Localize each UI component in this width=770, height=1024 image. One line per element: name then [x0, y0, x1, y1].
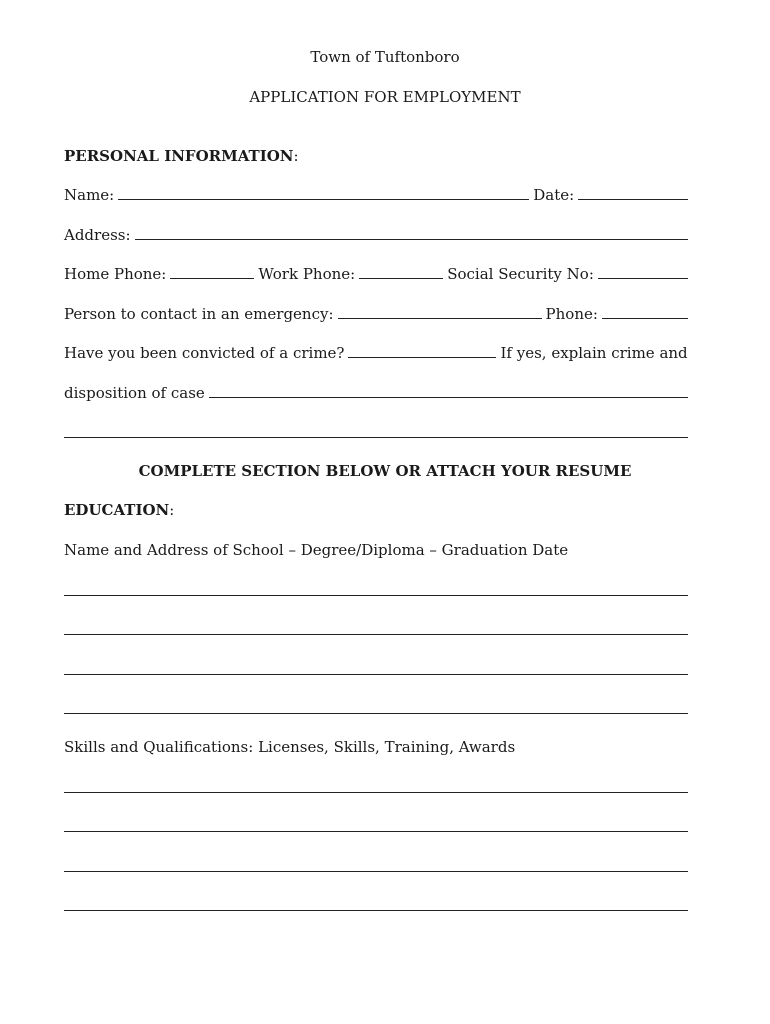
- home-phone-field[interactable]: [170, 277, 254, 279]
- education-line[interactable]: [64, 634, 688, 635]
- form-title: APPLICATION FOR EMPLOYMENT: [249, 88, 521, 106]
- education-line[interactable]: [64, 713, 688, 714]
- personal-info-heading-text: PERSONAL INFORMATION: [64, 147, 294, 165]
- skills-line[interactable]: [64, 792, 688, 793]
- education-line[interactable]: [64, 674, 688, 675]
- emergency-contact-label: Person to contact in an emergency:: [64, 305, 334, 323]
- ssn-label: Social Security No:: [447, 265, 594, 283]
- emergency-phone-label: Phone:: [545, 305, 598, 323]
- skills-line[interactable]: [64, 871, 688, 872]
- emergency-contact-row: [64, 303, 688, 323]
- town-name: Town of Tuftonboro: [310, 48, 460, 66]
- address-row: [64, 224, 688, 244]
- ssn-field[interactable]: [598, 277, 688, 279]
- emergency-contact-field[interactable]: [338, 317, 542, 319]
- education-heading-colon: :: [169, 501, 175, 519]
- address-field[interactable]: [135, 238, 688, 240]
- name-date-row: [64, 184, 688, 204]
- education-heading-text: EDUCATION: [64, 501, 170, 519]
- work-phone-field[interactable]: [359, 277, 443, 279]
- skills-line[interactable]: [64, 831, 688, 832]
- address-label: Address:: [64, 226, 131, 244]
- date-field[interactable]: [578, 198, 688, 200]
- name-label: Name:: [64, 186, 115, 204]
- education-instruction: Name and Address of School – Degree/Diploma – Graduation Date: [64, 541, 569, 559]
- work-phone-label: Work Phone:: [258, 265, 356, 283]
- resume-instruction: COMPLETE SECTION BELOW OR ATTACH YOUR RESUME: [138, 462, 632, 480]
- crime-row: [64, 342, 688, 362]
- education-heading: [64, 501, 174, 519]
- disposition-label: disposition of case: [64, 384, 205, 402]
- emergency-phone-field[interactable]: [602, 317, 688, 319]
- phone-ssn-row: [64, 263, 688, 283]
- disposition-row: [64, 382, 688, 402]
- disposition-continuation-line[interactable]: [64, 437, 688, 438]
- disposition-field[interactable]: [209, 396, 688, 398]
- education-line[interactable]: [64, 595, 688, 596]
- skills-instruction: Skills and Qualifications: Licenses, Skills, Training, Awards: [64, 738, 516, 756]
- personal-info-heading: [64, 147, 299, 165]
- skills-line[interactable]: [64, 910, 688, 911]
- name-field[interactable]: [118, 198, 529, 200]
- date-label: Date:: [533, 186, 575, 204]
- home-phone-label: Home Phone:: [64, 265, 167, 283]
- personal-info-heading-colon: :: [293, 147, 299, 165]
- crime-answer-field[interactable]: [348, 356, 496, 358]
- crime-explain-label: If yes, explain crime and: [500, 344, 688, 362]
- crime-question-label: Have you been convicted of a crime?: [64, 344, 345, 362]
